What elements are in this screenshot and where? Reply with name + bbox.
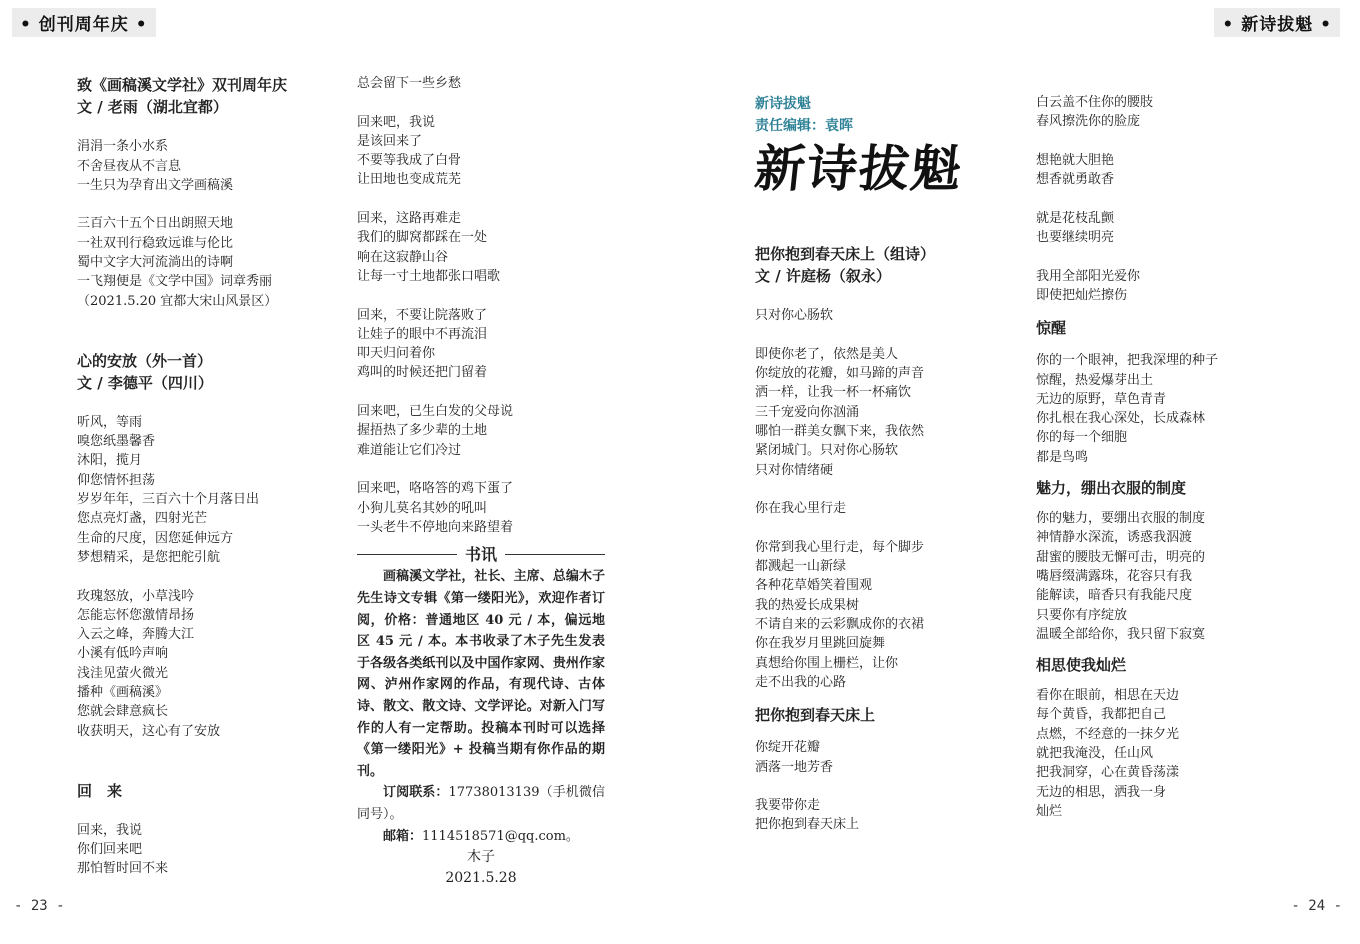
notice-heading [357,545,605,564]
poem-stanza [755,538,1015,692]
poem-line: 浅洼见萤火微光 [77,665,169,681]
poem-line: 走不出我的心路 [755,674,847,690]
signature-name: 木子 [467,849,495,866]
contact-value: 17738013139（手机微信同号）。 [357,785,605,822]
poem-stanza [77,821,327,879]
poem-title: 回 来 [77,781,123,800]
poem-line: 难道能让它们冷过 [357,442,462,458]
poem-line: 真想给你围上栅栏，让你 [755,655,899,671]
poem-line: 你的每一个细胞 [1036,430,1128,446]
page-number-right: - 24 - [1291,898,1342,914]
poem-line: （2021.5.20 宜都大宋山风景区） [77,293,278,309]
signature-date: 2021.5.28 [445,870,517,887]
poem-line: 你扎根在我心深处，长成森林 [1036,411,1206,427]
poem-title: 致《画稿溪文学社》双刊周年庆 [77,76,288,94]
poem-stanza [77,587,327,741]
header-left-tag: • 创刊周年庆 • [12,8,156,37]
poem-line: 玫瑰怒放，小草浅吟 [77,588,195,604]
poem-line: 你在我岁月里跳回旋舞 [755,636,886,652]
poem-line: 紧闭城门。只对你心肠软 [755,443,899,459]
poem-line: 一社双刊行稳致远谁与伦比 [77,235,234,251]
email-label: 邮箱： [383,828,423,844]
poem-line: 点燃，不经意的一抹夕光 [1036,726,1180,742]
poem-author: 文 / 李德平（四川） [77,373,213,392]
poem-line: 无边的相思，洒我一身 [1036,784,1167,800]
poem-line: 梦想精采，是您把舵引航 [77,549,221,565]
poem-stanza [1036,209,1276,248]
poem-line: 也要继续明亮 [1036,230,1115,246]
poem-line: 只对你心肠软 [755,308,834,324]
poem-line: 一飞翔便是《文学中国》词章秀丽 [77,274,273,290]
poem-line: 鸡叫的时候还把门留着 [357,365,488,381]
column-3 [751,93,1015,835]
poem-author: 文 / 老雨（湖北宜都） [77,98,228,116]
poem-line: 哪怕一群美女飘下来，我依然 [755,424,925,440]
poem-line: 让田地也变成荒芜 [357,172,462,188]
poem-line: 回来，这路再难走 [357,211,462,227]
poem-stanza [77,214,327,310]
poem-line: 即使你老了，依然是美人 [755,346,899,362]
poem-line: 入云之峰，奔腾大江 [77,627,195,643]
poem-stanza [755,345,1015,480]
poem-line: 把你抱到春天床上 [755,817,860,833]
poem-stanza [1036,93,1276,132]
poem-line: 你们回来吧 [77,842,143,858]
poem-line: 回来，我说 [77,822,143,838]
poem-line: 我用全部阳光爱你 [1036,268,1141,284]
poem-line: 叩天归问着你 [357,346,436,362]
poem-stanza [357,113,605,190]
poem-stanza [1036,686,1276,821]
notice-title: 书讯 [465,545,498,565]
contact-label: 订阅联系： [383,785,449,801]
section-logo: 新诗拔魁 [751,139,967,198]
poem-line: 灿烂 [1036,803,1063,819]
poem-line: 三千宠爱向你汹涌 [755,404,860,420]
notice-body: 画稿溪文学社，社长、主席、总编木子先生诗文专辑《第一缕阳光》，欢迎作者订阅，价格：普通地区 40 元 / 本，偏远地区 45 元 / 本。本书收录了木子先生发表于各级各类纸刊以及中国作家网、贵州作家网、泸州作家网的作品，有现代诗、古体诗、散文、散文诗、文学评论。对新入门写作的人有一定帮助。投稿本刊时可以选择《第一缕阳光》+ 投稿当期有你作品的期刊。 [357,569,605,779]
poem-line: 三百六十五个日出朗照天地 [77,216,234,232]
poem-stanza [77,413,327,567]
poem-stanza [755,738,1015,777]
poem-line: 回来吧，咯咯答的鸡下蛋了 [357,481,514,497]
editor-credit: 责任编辑：袁晖 [755,118,853,134]
poem-stanza [357,479,605,537]
poem-stanza [1036,151,1276,190]
poem-line: 看你在眼前，相思在天边 [1036,688,1180,704]
poem-line: 一头老牛不停地向来路望着 [357,519,514,535]
poem-line: 想香就勇敢香 [1036,172,1115,188]
poem-line: 你在我心里行走 [755,501,847,517]
poem-line: 神情静水深流，诱惑我泅渡 [1036,530,1193,546]
poem-line: 你绽放的花瓣，如马蹄的声音 [755,366,925,382]
poem-line: 生命的尺度，因您延伸远方 [77,530,234,546]
poem-line: 您点亮灯盏，四射光芒 [77,511,208,527]
poem-line: 就是花枝乱颤 [1036,210,1115,226]
poem-stanza [357,402,605,460]
poem-subtitle: 魅力，绷出衣服的制度 [1036,479,1187,498]
poem-line: 不舍昼夜从不言息 [77,158,182,174]
poem-line: 蜀中文字大河流淌出的诗啊 [77,255,234,271]
poem-subtitle: 相思使我灿烂 [1036,656,1127,675]
poem-line: 小狗儿莫名其妙的吼叫 [357,500,488,516]
poem-line: 无边的原野，草色青青 [1036,391,1167,407]
poem-line: 把我洞穿，心在黄昏荡漾 [1036,765,1180,781]
poem-line: 是该回来了 [357,133,423,149]
poem-line: 那怕暂时回不来 [77,861,169,877]
poem-stanza [755,796,1015,835]
poem-line: 让每一寸土地都张口唱歌 [357,268,501,284]
poem-stanza [755,306,1015,325]
poem-stanza [1036,267,1276,306]
poem-line: 播种《画稿溪》 [77,685,169,701]
poem-line: 都是鸟鸣 [1036,449,1089,465]
poem-line: 不请自来的云彩飘成你的衣裙 [755,617,925,633]
poem-subtitle: 把你抱到春天床上 [755,706,876,725]
header-right-tag: • 新诗拔魁 • [1214,8,1340,37]
poem-stanza [357,306,605,383]
poem-line: 怎能忘怀您激情昂扬 [77,607,195,623]
section-name: 新诗拔魁 [755,96,811,112]
poem-line: 回来吧，已生白发的父母说 [357,404,514,420]
poem-line: 每个黄昏，我都把自己 [1036,707,1167,723]
poem-line: 握捂热了多少辈的土地 [357,423,488,439]
poem-line: 你绽开花瓣 [755,740,821,756]
poem-title: 把你抱到春天床上（组诗） [755,245,936,263]
poem-line: 沐阳，揽月 [77,453,143,469]
poem-stanza [1036,351,1276,467]
poem-line: 各种花草婚笑着围观 [755,578,873,594]
poem-line: 总会留下一些乡愁 [357,76,462,91]
poem-line: 只要你有序绽放 [1036,607,1128,623]
poem-line: 甜蜜的腰肢无懈可击，明亮的 [1036,549,1206,565]
poem-stanza [755,499,1015,518]
poem-line: 涓涓一条小水系 [77,139,169,155]
column-4 [1036,93,1276,821]
poem-line: 您就会肆意疯长 [77,704,169,720]
poem-stanza [1036,509,1276,644]
poem-subtitle: 惊醒 [1036,319,1067,338]
poem-line: 让娃子的眼中不再流泪 [357,326,488,342]
poem-line: 洒落一地芳香 [755,759,834,775]
poem-line: 回来，不要让院落败了 [357,307,488,323]
poem-line: 春风擦洗你的脸庞 [1036,114,1141,130]
poem-stanza [77,137,327,195]
poem-line: 只对你情绪硬 [755,462,834,478]
poem-line: 回来吧，我说 [357,114,436,130]
poem-author: 文 / 许庭杨（叙永） [755,267,891,285]
poem-line: 嘴唇缀满露珠，花容只有我 [1036,568,1193,584]
page-number-left: - 23 - [14,898,65,914]
poem-line: 你常到我心里行走，每个脚步 [755,539,925,555]
poem-stanza [357,209,605,286]
poem-line: 响在这寂静山谷 [357,249,449,265]
poem-line: 温暖全部给你，我只留下寂寞 [1036,626,1206,642]
poem-line: 你的一个眼神，把我深埋的种子 [1036,353,1219,369]
poem-line: 岁岁年年，三百六十个月落日出 [77,492,260,508]
poem-line: 我们的脚窝都踩在一处 [357,230,488,246]
poem-line: 能解读，暗香只有我能尺度 [1036,588,1193,604]
poem-line: 我要带你走 [755,798,821,814]
poem-line: 嗅您纸墨馨香 [77,434,156,450]
poem-line: 小溪有低吟声响 [77,646,169,662]
poem-line: 一生只为孕育出文学画稿溪 [77,177,234,193]
poem-title: 心的安放（外一首） [77,351,213,370]
poem-line: 不要等我成了白骨 [357,153,462,169]
email-value: 1114518571@qq.com。 [422,828,579,844]
poem-line: 洒一样，让我一杯一杯痛饮 [755,385,912,401]
column-1 [77,74,327,879]
poem-line: 就把我淹没，任山风 [1036,746,1154,762]
poem-line: 惊醒，热爱爆芽出土 [1036,372,1154,388]
poem-line: 你的魅力，要绷出衣服的制度 [1036,511,1206,527]
poem-line: 收获明天，这心有了安放 [77,723,221,739]
book-notice [357,545,605,889]
column-2 [357,74,605,889]
poem-line: 都溅起一山新绿 [755,559,847,575]
poem-stanza [357,74,605,93]
poem-line: 听风，等雨 [77,414,143,430]
poem-line: 仰您情怀担荡 [77,472,156,488]
poem-line: 想艳就大胆艳 [1036,152,1115,168]
poem-line: 即使把灿烂擦伤 [1036,287,1128,303]
poem-line: 白云盖不住你的腰肢 [1036,95,1154,110]
poem-line: 我的热爱长成果树 [755,597,860,613]
